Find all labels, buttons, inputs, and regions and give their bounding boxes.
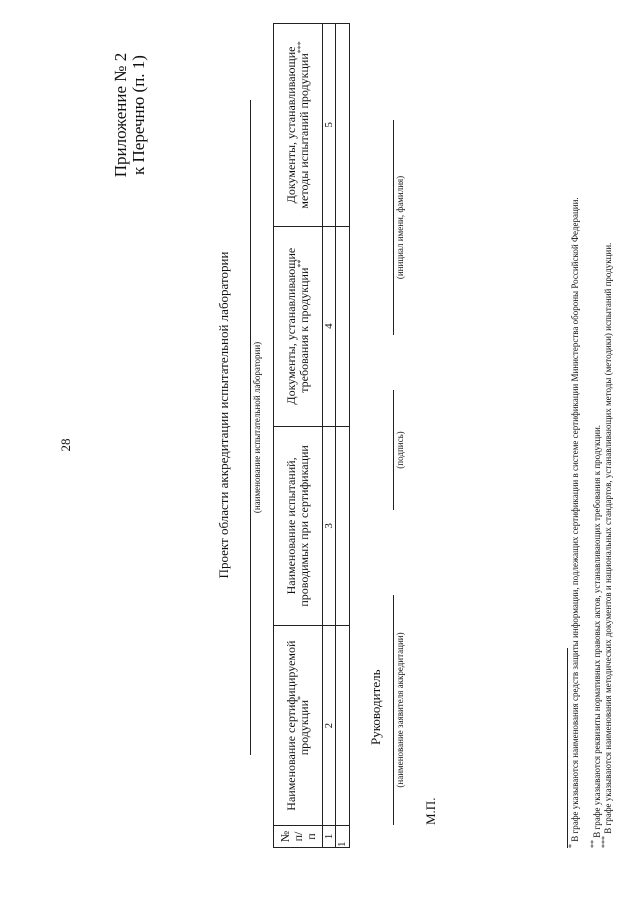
header-number: № п/п [274,826,323,848]
column-number: 5 [323,24,336,227]
signature-caption: (подпись) [395,431,405,469]
appendix-header [112,5,148,225]
column-number: 4 [323,226,336,426]
document-title: Проект области аккредитации испытательной лаборатории [216,251,231,579]
table-row [336,24,350,848]
full-name-line [393,120,394,335]
page-number: 28 [58,438,73,452]
footnote-separator [567,648,568,848]
footnote-1: * В графе указываются наименования средств защиты информации, подлежащих сертификации в системе сертификации Министерства обороны Российской Федерации. [567,197,580,848]
footnote-2: ** В графе указываются реквизиты нормативных правовых актов, устанавливающих требования к продукции. [589,424,602,848]
lab-name-line [250,100,251,755]
column-number: 2 [323,626,336,826]
lab-name-caption: (наименование испытательной лаборатории) [252,341,262,514]
applicant-name-line [393,595,394,825]
table-header-row [274,24,323,848]
header-product: Наименование сертифицируемой продукции* [274,626,323,826]
footnote-3: *** В графе указываются наименования методических документов и национальных стандартов, устанавливающих методы (методики) испытаний продукции. [600,242,613,848]
table-cell [336,226,350,426]
header-method-docs: Документы, устанавливающие методы испытаний продукции*** [274,24,323,227]
full-name-caption: (инициал имени, фамилия) [395,175,405,280]
column-number: 1 [323,826,336,848]
table-cell: 1 [336,826,350,848]
appendix-line-1: Приложение № 2 [111,52,130,178]
table-cell [336,24,350,227]
table-cell [336,626,350,826]
applicant-name-caption: (наименование заявителя аккредитации) [395,632,405,788]
signature-line [393,390,394,510]
stamp-placeholder: М.П. [423,797,438,825]
header-requirement-docs: Документы, устанавливающие требования к продукции** [274,226,323,426]
manager-label: Руководитель [368,669,383,745]
accreditation-scope-table [273,23,350,848]
table-cell [336,426,350,626]
header-tests: Наименование испытаний, проводимых при сертификации [274,426,323,626]
column-number-row [323,24,336,848]
appendix-line-2: к Перечню (п. 1) [129,55,148,175]
column-number: 3 [323,426,336,626]
